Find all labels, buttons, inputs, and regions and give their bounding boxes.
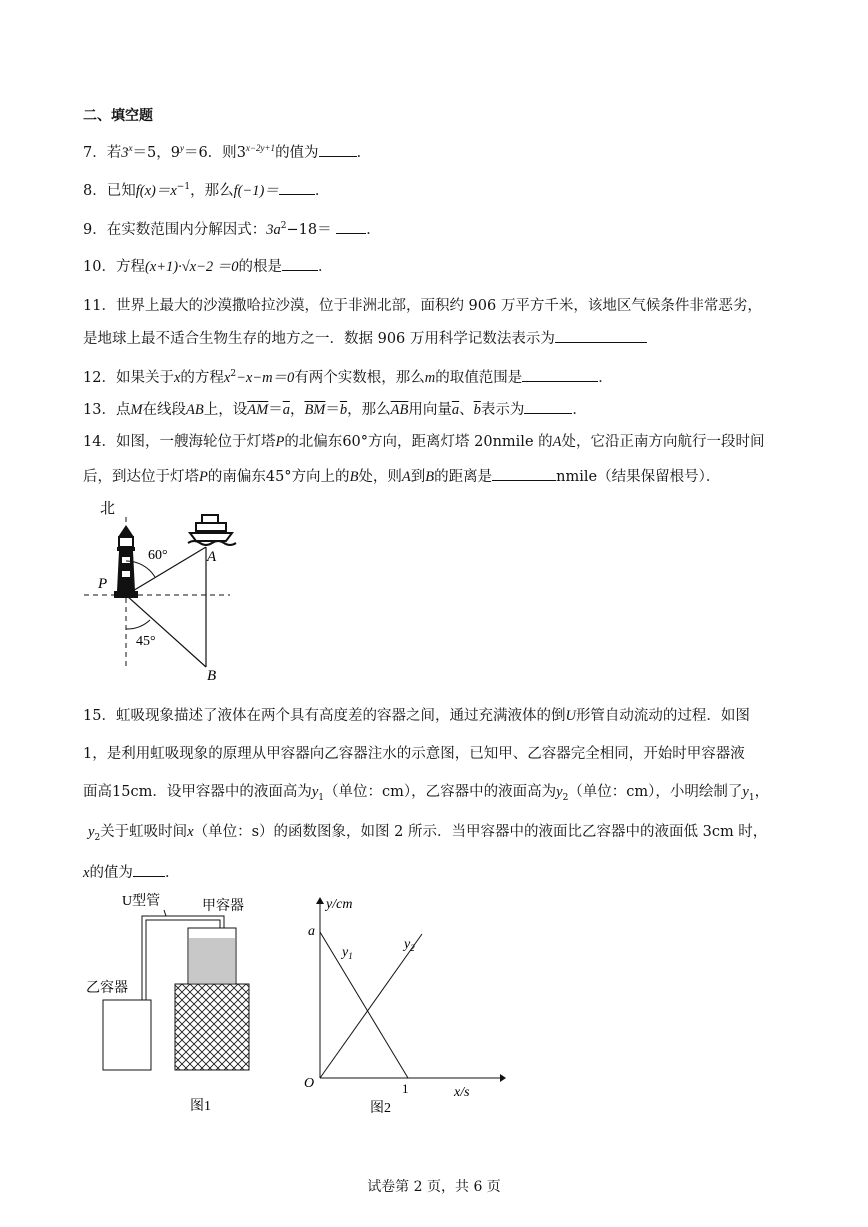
q15-3a: 面高	[83, 784, 112, 800]
q14-text-d: 处，它沿正南方向航行一段时间	[561, 434, 765, 450]
q13-AB: AB	[186, 402, 204, 418]
q7-text: 若	[106, 144, 122, 161]
q15-y1-sub-b: 1	[748, 792, 755, 803]
q12-text-b: 的方程	[180, 369, 224, 386]
vector-AB: $\overline{AB}$	[390, 402, 409, 418]
q13-text-c: 上，设	[203, 402, 248, 418]
q14-A: A	[552, 434, 562, 450]
y1-label: $y_1$	[342, 945, 353, 961]
q9-exp: 2	[280, 221, 287, 231]
q8-fx: f(x)＝x	[135, 182, 177, 199]
y2-label: $y_2$	[404, 937, 415, 953]
q14-B: B	[349, 469, 359, 485]
question-number: 9．	[83, 221, 107, 238]
q7-val1: ＝5，	[132, 144, 171, 161]
q7-base2: 9	[170, 144, 180, 161]
q15-x-2: x	[83, 865, 90, 881]
q13-text: 点	[115, 402, 131, 418]
q13-text-e: 用向量	[408, 402, 452, 418]
point-A-label: A	[207, 549, 217, 565]
question-12	[83, 364, 613, 388]
q14-angle2: 45°	[265, 469, 292, 485]
y-axis-label: y/cm	[326, 897, 353, 912]
figure-1-caption: 图1	[190, 1099, 211, 1114]
q13-text-d: ，那么	[347, 402, 391, 418]
q15-3c: ．设甲容器中的液面高为	[152, 784, 312, 800]
q15-text: 15．虹吸现象描述了液体在两个具有高度差的容器之间，通过充满液体的倒	[83, 708, 566, 724]
lighthouse-figure	[80, 495, 250, 690]
q15-U: U	[565, 708, 576, 724]
q13-end: ．	[572, 402, 587, 418]
question-11-line1: 11．世界上最大的沙漠撒哈拉沙漠，位于非洲北部，面积约 906 万平方千米，该地区气候条件非常恶劣，	[83, 298, 762, 314]
q14-P-2: P	[199, 469, 208, 485]
question-7	[83, 138, 371, 163]
q15-3b: 15cm	[112, 784, 153, 800]
question-number: 10．	[83, 259, 116, 275]
q12-exp: 2	[230, 369, 237, 379]
q10-text: 方程	[115, 259, 145, 275]
q8-f-neg: f(−1)＝	[233, 182, 279, 199]
answer-blank[interactable]	[522, 367, 598, 382]
q10-expr: (x+1)·√x−2 ＝0	[144, 259, 239, 275]
question-13	[83, 399, 587, 420]
q12-var-m: m	[424, 369, 436, 386]
q15-3d: （单位：cm），乙容器中的液面高为	[324, 784, 557, 800]
page-footer: 试卷第 2 页，共 6 页	[367, 1179, 501, 1195]
q12-text: 如果关于	[115, 369, 174, 386]
vector-b: $\overline{b}$	[339, 402, 348, 418]
q7-end: ．	[356, 144, 372, 161]
one-label: 1	[402, 1081, 409, 1096]
q7-val2: ＝6．则	[183, 144, 237, 161]
q8-text: 已知	[106, 182, 136, 199]
question-number: 13．	[83, 402, 116, 418]
q7-exp2: y	[179, 143, 184, 153]
q14-A-2: A	[401, 469, 411, 485]
vector-a: $\overline{a}$	[282, 402, 290, 418]
vector-b-2: $\overline{b}$	[473, 402, 481, 418]
q11-text: 是地球上最不适合生物生存的地方之一．数据 906 万用科学记数法表示为	[83, 331, 555, 347]
q8-exp: −1	[176, 182, 191, 192]
q13-M: M	[130, 402, 143, 418]
q15-4b: （单位：s）的函数图象，如图 2 所示．当甲容器中的液面比乙容器中的液面低 3cm 时，	[193, 824, 768, 840]
q7-base1: 3	[121, 144, 129, 161]
u-tube-pointer	[164, 910, 166, 916]
siphon-figure	[78, 888, 278, 1116]
q9-text: 在实数范围内分解因式：	[106, 221, 267, 238]
q8-text-b: ，那么	[190, 182, 234, 199]
q10-end: ．	[318, 259, 333, 275]
container-b	[103, 1000, 151, 1070]
q14-text-2g: nmile（结果保留根号）．	[556, 469, 721, 485]
q14-text-c: 方向，距离灯塔 20nmile 的	[368, 434, 553, 450]
function-graph	[290, 890, 510, 1116]
q12-expr: x	[223, 369, 231, 386]
q14-text-2e: 到	[410, 469, 426, 485]
q7-exp3: x−2y+1	[245, 143, 276, 153]
q9-expr-b: −18＝	[286, 221, 332, 238]
q9-expr: 3a	[266, 221, 281, 238]
q15-y2-c: y	[88, 824, 95, 840]
q12-text-d: 的取值范围是	[435, 369, 523, 386]
q13-sep1: ，	[289, 402, 305, 418]
a-label: a	[308, 924, 315, 939]
q12-var-x: x	[173, 369, 181, 386]
q14-P: P	[275, 434, 285, 450]
q15-end: ．	[164, 865, 180, 881]
y-axis-arrow	[316, 897, 324, 904]
q12-text-c: 有两个实数根，那么	[294, 369, 425, 386]
answer-blank[interactable]	[319, 142, 357, 157]
q15-y2-sub-c: 2	[94, 832, 101, 843]
container-stand	[175, 984, 249, 1070]
angle-arc-45	[126, 620, 150, 629]
q14-text-b: 的北偏东	[284, 434, 343, 450]
q7-base3: 3	[236, 144, 246, 161]
answer-blank[interactable]	[524, 399, 572, 414]
angle-45-label: 45°	[136, 634, 156, 649]
answer-blank[interactable]	[492, 466, 556, 481]
q14-B-2: B	[425, 469, 435, 485]
q15-y2: y	[556, 784, 563, 800]
vector-a-2: $\overline{a}$	[451, 402, 460, 418]
q10-text-b: 的根是	[238, 259, 283, 275]
q13-text-b: 在线段	[142, 402, 187, 418]
q7-exp1: x	[128, 143, 133, 153]
q12-end: ．	[598, 369, 613, 386]
container-b-label: 乙容器	[86, 981, 128, 996]
answer-blank[interactable]	[336, 219, 366, 234]
q12-expr-b: −x−m＝0	[236, 369, 295, 386]
q15-4a: 关于虹吸时间	[100, 824, 188, 840]
question-15-line2: 1，是利用虹吸现象的原理从甲容器向乙容器注水的示意图，已知甲、乙容器完全相同，开始时甲容器液	[83, 746, 745, 762]
q14-text-2b: 的南偏东	[207, 469, 266, 485]
q14-text-2c: 方向上的	[291, 469, 350, 485]
q14-text-2: 后，到达位于灯塔	[83, 469, 199, 485]
q13-eq2: ＝	[325, 402, 340, 418]
x-axis-label: x/s	[454, 1085, 470, 1100]
question-number: 7．	[83, 144, 107, 161]
vector-AM: $\overline{AM}$	[247, 402, 269, 418]
answer-blank[interactable]	[555, 328, 647, 343]
question-15-line5	[83, 862, 179, 883]
q9-end: ．	[366, 221, 381, 238]
q14-angle1: 60°	[342, 434, 369, 450]
line-PB	[126, 595, 206, 667]
q15-y1-b: y	[742, 784, 749, 800]
container-a-liquid	[189, 938, 235, 983]
q15-5b: 的值为	[89, 865, 133, 881]
question-15-line3	[83, 782, 769, 808]
q15-y1-sub: 1	[318, 792, 324, 803]
q13-text-f: 表示为	[480, 402, 525, 418]
question-8	[83, 177, 329, 201]
q14-text: 14．如图，一艘海轮位于灯塔	[83, 434, 276, 450]
answer-blank[interactable]	[133, 862, 165, 877]
north-label: 北	[100, 501, 116, 517]
question-number: 8．	[83, 182, 107, 199]
question-number: 12．	[83, 369, 116, 386]
question-15-line1	[83, 706, 750, 726]
q13-sep2: 、	[459, 402, 474, 418]
q15-y1: y	[311, 784, 319, 800]
answer-blank[interactable]	[282, 256, 318, 271]
container-a-label: 甲容器	[202, 899, 244, 914]
angle-60-label: 60°	[148, 548, 168, 563]
q15-3e: （单位：cm），小明绘制了	[568, 784, 743, 800]
section-title: 二、填空题	[83, 108, 153, 124]
point-B-label: B	[207, 668, 217, 684]
q15-text-b: 形管自动流动的过程．如图	[575, 708, 750, 724]
vector-BM: $\overline{BM}$	[304, 402, 326, 418]
question-15-line4	[88, 822, 767, 848]
u-tube-label: U型管	[122, 894, 161, 909]
q7-text-b: 的值为	[275, 144, 319, 161]
y2-line	[320, 934, 422, 1078]
question-14-line2	[83, 466, 720, 487]
y1-line	[320, 932, 408, 1078]
q14-text-2f: 的距离是	[434, 469, 493, 485]
figure-2-caption: 图2	[370, 1101, 391, 1116]
q13-eq1: ＝	[268, 402, 283, 418]
q15-x: x	[187, 824, 194, 840]
question-10	[83, 256, 333, 277]
origin-label: O	[304, 1076, 315, 1091]
ship-icon	[188, 515, 236, 545]
point-P-label: P	[98, 576, 108, 592]
question-9	[83, 216, 381, 240]
q15-y2-sub: 2	[562, 792, 569, 803]
q15-3f: ，	[754, 784, 770, 800]
x-axis-arrow	[500, 1074, 506, 1082]
question-14-line1	[83, 432, 765, 452]
q8-end: ．	[314, 182, 330, 199]
question-11-line2	[83, 328, 647, 349]
q14-text-2d: 处，则	[358, 469, 402, 485]
answer-blank[interactable]	[279, 180, 315, 195]
